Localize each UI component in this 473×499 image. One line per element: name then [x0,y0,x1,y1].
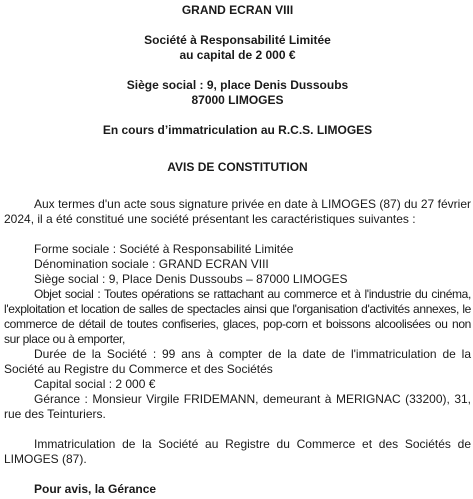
item-duration: Durée de la Société : 99 ans à compter de la date de l'immatriculation de la Société au Registre du Commerce et des Sociétés [4,347,471,376]
item-management: Gérance : Monsieur Virgile FRIDEMANN, demeurant à MERIGNAC (33200), 31, rue des Teinturiers. [4,392,471,421]
item-denomination: Dénomination sociale : GRAND ECRAN VIII [34,257,269,271]
closing-paragraph: Immatriculation de la Société au Registre du Commerce et des Sociétés de LIMOGES (87). [4,437,471,466]
registered-office: Siège social : 9, place Denis Dussoubs [126,78,349,92]
notice-title: AVIS DE CONSTITUTION [167,160,308,174]
signature: Pour avis, la Gérance [34,482,157,496]
item-registered-office: Siège social : 9, Place Denis Dussoubs – 87000 LIMOGES [34,272,348,286]
item-capital: Capital social : 2 000 € [34,377,156,391]
item-legal-form: Forme sociale : Société à Responsabilité Limitée [34,242,294,256]
registration-status: En cours d’immatriculation au R.C.S. LIMOGES [102,123,373,137]
legal-form: Société à Responsabilité Limitée [144,33,331,47]
share-capital: au capital de 2 000 € [179,48,296,62]
company-name: GRAND ECRAN VIII [181,3,294,17]
item-corporate-purpose: Objet social : Toutes opérations se rattachant au commerce et à l'industrie du cinéma, l'exploitation et location de salles de spectacles ainsi que l'organisation d'activités annexes, le commerce de détail de toutes confiseries, glaces, pop-corn et boissons alcoolisées ou non sur place ou à emporter, [4,287,471,346]
registered-office-city: 87000 LIMOGES [191,93,284,107]
intro-paragraph: Aux termes d'un acte sous signature privée en date à LIMOGES (87) du 27 février 2024, il a été constitué une société présentant les caractéristiques suivantes : [4,197,471,226]
